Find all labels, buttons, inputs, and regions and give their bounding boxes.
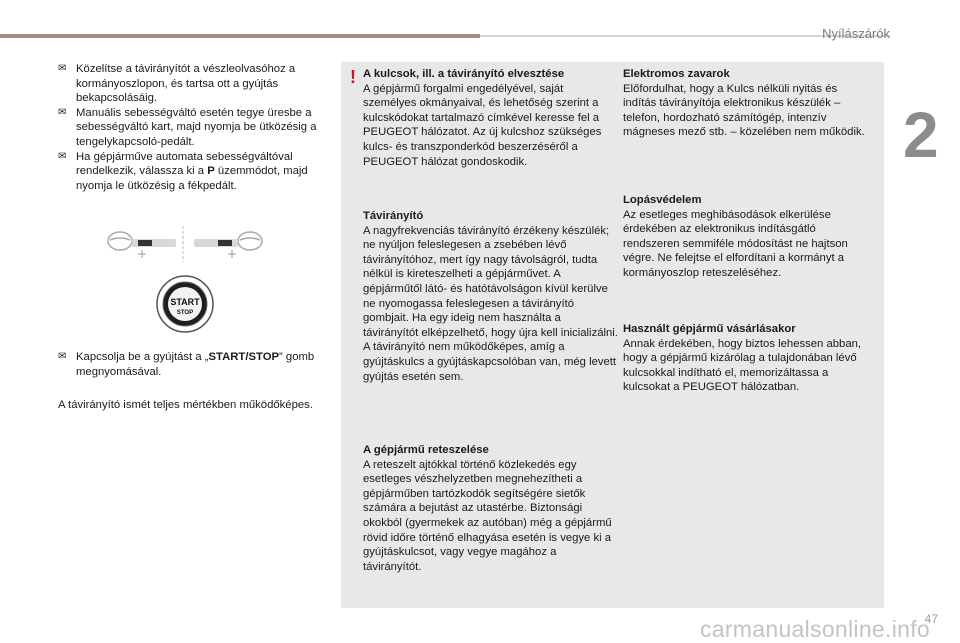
block-title: Távirányító bbox=[363, 210, 424, 222]
block-text: A nagyfrekvenciás távirányító érzékeny készülék; ne nyúljon feleslegesen a zsebében lévő távirányítóhoz, mert így nagy távolságról, tudta nélkül is kireteszelheti a gépjárművet. A gépjárműtől látó- és hatótávolságon kívül kerülve ne nyomogassa feleslegesen a távirányító gombjait. Ha egy ideig nem használta a távirányítót elképzelhető, hogy újra kell inicializálni. A távirányító nem működőképes, amíg a gyújtáskulcs a gyújtáskapcsolóban van, még levett gyújtás esetén sem. bbox=[363, 224, 618, 383]
chapter-number: 2 bbox=[903, 99, 939, 171]
section-title: Nyílászárók bbox=[822, 26, 890, 41]
bullet-marker-icon: ✉ bbox=[58, 106, 67, 118]
bullet-marker-icon: ✉ bbox=[58, 150, 67, 162]
page-number: 47 bbox=[924, 612, 938, 626]
block-title: Használt gépjármű vásárlásakor bbox=[623, 323, 796, 335]
block-text: Az esetleges meghibásodások elkerülése érdekében az elektronikus indításgátló rendszeren semmiféle módosítást ne hajtson végre. Ne felejtse el elfordítani a kormányt a kormányoszlop reteszeléséhez. bbox=[623, 208, 848, 279]
block-title: Lopásvédelem bbox=[623, 194, 702, 206]
notice-block bbox=[363, 443, 613, 574]
list-item bbox=[58, 150, 320, 194]
reader-and-start-button-illustration bbox=[100, 224, 270, 334]
block-title: A kulcsok, ill. a távirányító elvesztése bbox=[363, 68, 565, 80]
list-item-text: Manuális sebességváltó esetén tegye üresbe a sebességváltó kart, majd nyomja be ütközésig a tengelykapcsoló-pedált. bbox=[76, 106, 317, 148]
stop-label: STOP bbox=[176, 310, 194, 316]
notice-block bbox=[623, 193, 875, 281]
block-title: A gépjármű reteszelése bbox=[363, 444, 489, 456]
list-item bbox=[58, 106, 320, 150]
list-item-text: Kapcsolja be a gyújtást a „START/STOP” gomb megnyomásával. bbox=[76, 351, 315, 378]
left-column bbox=[58, 62, 320, 193]
warning-icon: ! bbox=[350, 67, 356, 87]
notice-block bbox=[363, 209, 618, 384]
block-text: A reteszelt ajtókkal történő közlekedés egy esetleges vészhelyzetben megnehezítheti a gépjárműben tartózkodók segítségére sietők számára a bejutást az utastérbe. Biztonsági okokból (gyermekek az autóban) még a gépjármű rövid időre történő elhagyása esetén is vegye ki a gyújtáskulcsot, vagy vegye magához a távirányítót. bbox=[363, 458, 612, 573]
list-item-text: Ha gépjárműve automata sebességváltóval rendelkezik, válassza ki a P üzemmódot, majd nyomja le ütközésig a fékpedált. bbox=[76, 150, 308, 192]
notice-block bbox=[623, 322, 873, 395]
list-item bbox=[58, 350, 320, 379]
bullet-marker-icon: ✉ bbox=[58, 351, 67, 362]
block-text: A gépjármű forgalmi engedélyével, saját személyes okmányaival, és lehetőség szerint a kulcskódokat tartalmazó címkével keresse fel a PEUGEOT hálózatot. Az új kulcshoz szükséges kulcs- és transzponderkód beszerzéséről a PEUGEOT hálózat gondoskodik. bbox=[363, 82, 602, 168]
header-rule-accent bbox=[0, 34, 480, 38]
block-title: Elektromos zavarok bbox=[623, 68, 730, 80]
notice-block bbox=[623, 67, 873, 140]
notice-block bbox=[363, 67, 613, 169]
watermark: carmanualsonline.info bbox=[699, 616, 930, 642]
start-label: START bbox=[170, 297, 200, 307]
body-paragraph: A távirányító ismét teljes mértékben működőképes. bbox=[58, 399, 313, 411]
list-item-text: Közelítse a távirányítót a vészleolvasóhoz a kormányoszlopon, és tartsa ott a gyújtás bekapcsolásáig. bbox=[76, 63, 296, 105]
steering-column-left-icon bbox=[108, 232, 176, 258]
start-stop-button-icon bbox=[157, 276, 213, 332]
bullet-marker-icon: ✉ bbox=[58, 63, 67, 74]
list-item bbox=[58, 62, 320, 106]
block-text: Annak érdekében, hogy biztos lehessen abban, hogy a gépjármű kizárólag a tulajdonában lévő kulcsokkal indítható el, memorizáltassa a kulcsokat a PEUGEOT hálózatban. bbox=[623, 337, 862, 394]
steering-column-right-icon bbox=[194, 232, 262, 258]
block-text: Előfordulhat, hogy a Kulcs nélküli nyitás és indítás távirányítója elektronikus készülék – telefon, hordozható számítógép, intenzív mágneses mező stb. – közelében nem működik. bbox=[623, 82, 865, 139]
